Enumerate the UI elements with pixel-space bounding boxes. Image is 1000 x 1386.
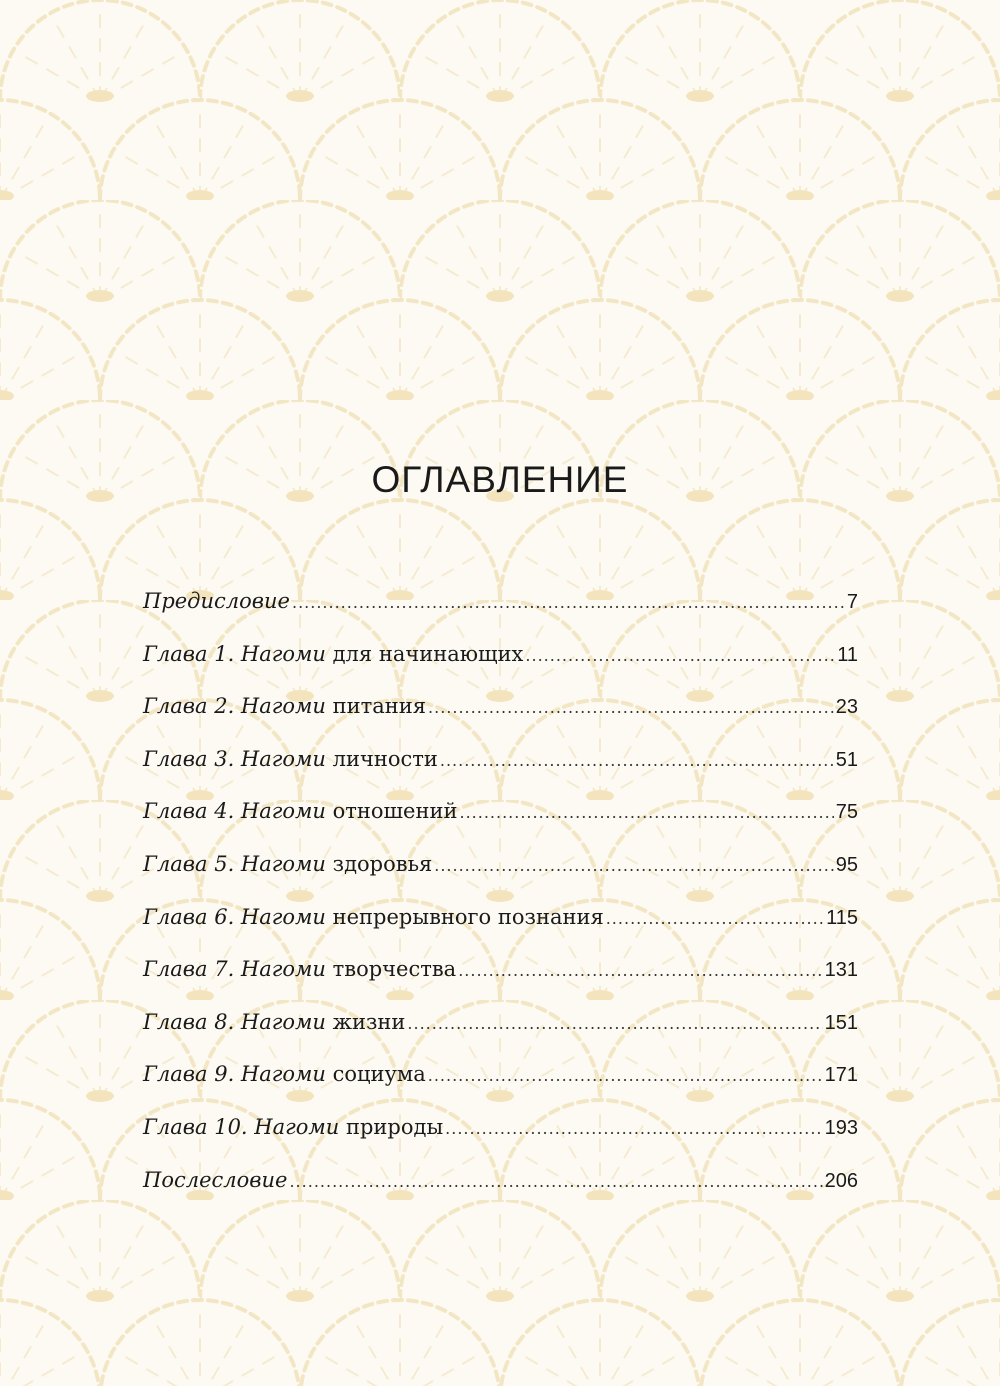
toc-leader-dots [445,1109,822,1149]
toc-page-number: 131 [824,959,858,982]
toc-leader-dots [428,688,834,728]
toc-entry[interactable] [143,1160,858,1213]
toc-entry-suffix: здоровья [325,851,433,876]
toc-leader-dots [458,951,822,991]
toc-leader-dots [440,741,834,781]
toc-entry-prefix: Глава 5. Нагоми [143,851,326,876]
page-title: ОГЛАВЛЕНИЕ [371,459,629,500]
toc-entry-prefix: Глава 4. Нагоми [143,799,326,824]
toc-entry-suffix: для начинающих [325,641,524,666]
toc-entry-suffix: непрерывного познания [325,904,604,929]
toc-entry-prefix: Глава 9. Нагоми [143,1062,326,1087]
toc-page-number: 206 [824,1169,858,1192]
toc-leader-dots [289,1162,822,1202]
toc-entry-prefix: Глава 3. Нагоми [143,746,326,771]
toc-entry-prefix: Глава 8. Нагоми [143,1009,326,1034]
toc-leader-dots [434,846,834,886]
toc-page-number: 171 [824,1064,858,1087]
toc-entry[interactable] [143,686,858,739]
toc-entry-prefix: Предисловие [143,589,290,613]
toc-entry[interactable] [143,949,858,1002]
toc-leader-dots [459,793,833,833]
toc-entry-prefix: Глава 6. Нагоми [143,904,326,929]
table-of-contents [143,581,858,1212]
toc-page-number: 193 [824,1116,858,1139]
toc-entry[interactable] [143,634,858,687]
toc-page-number: 115 [826,906,858,929]
toc-entry[interactable] [143,1002,858,1055]
toc-entry-suffix: социума [325,1062,426,1087]
toc-leader-dots [292,583,845,623]
toc-entry[interactable] [143,739,858,792]
toc-entry-suffix: питания [325,694,427,719]
toc-leader-dots [525,636,835,676]
toc-page-number: 95 [835,853,858,876]
toc-entry-prefix: Глава 7. Нагоми [143,957,326,982]
toc-entry-prefix: Послесловие [143,1167,288,1192]
toc-entry-prefix: Глава 1. Нагоми [143,641,326,666]
toc-entry[interactable] [143,791,858,844]
toc-page-number: 151 [824,1011,858,1034]
toc-entry[interactable] [143,1107,858,1160]
toc-entry[interactable] [143,581,858,634]
toc-page-number: 11 [837,643,858,666]
toc-entry[interactable] [143,1054,858,1107]
toc-entry[interactable] [143,897,858,950]
toc-page-number: 51 [835,748,858,771]
toc-entry-suffix: жизни [325,1009,406,1034]
toc-entry-suffix: природы [339,1114,444,1139]
toc-page-number: 23 [835,696,858,719]
toc-entry-suffix: творчества [325,957,457,982]
toc-leader-dots [428,1056,823,1096]
toc-page-number: 7 [846,591,858,613]
toc-leader-dots [407,1004,822,1044]
toc-entry[interactable] [143,844,858,897]
toc-entry-suffix: отношений [325,799,458,824]
toc-entry-prefix: Глава 10. Нагоми [143,1114,340,1139]
toc-entry-suffix: личности [325,746,438,771]
toc-entry-prefix: Глава 2. Нагоми [143,694,326,719]
toc-page-number: 75 [835,801,858,824]
toc-leader-dots [606,899,824,939]
